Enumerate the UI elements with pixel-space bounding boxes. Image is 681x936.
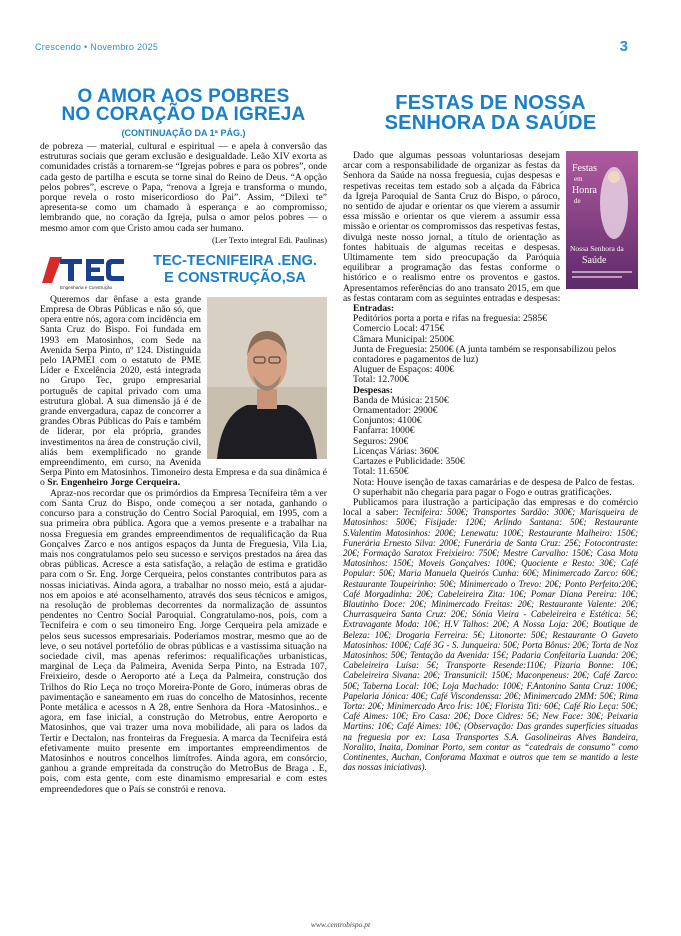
festas-intro: Dado que algumas pessoas voluntariosas desejam arcar com a responsabilidade de organizar as festas da Senhora da Saúde na nossa freguesia, cujas despesas e respetivas receitas tem estado sob a alçada da Fábrica da Igreja Paroquial de Santa Cruz do Bispo, o pároco, no sentido de ajudar e orientar os que vierem a assumir essa missão e orientar os que vierem a assumir essa missão e orientar os compromissos das respetivas festas, divulga neste nosso jornal, a título de orientação as fontes habituais de algumas receitas e despesas. Ultimamente tem sido preocupação da Paróquia equilibrar a programação das festas conforme o histórico e o realismo entre os proventos e gastos. Apresentamos referências do ano transato 2015, em que as festas contaram com as seguintes entradas e despesas: — [343, 150, 561, 304]
sponsors-list: Tecnifeira: 500€; Transportes Sardão: 300€; Marisqueira de Matosinhos: 500€; Fisijade: 120€; Arlindo Santana: 50€; Restaurante S.Valentim Matosinhos: 200€; Lenewatu: 100€; Restaurante Malheiro: 150€; Funerária Ernesto Silva: 200€; Funerária de Santa Cruz: 25€; Fotocontraste: 20€; Formação Saratox Freixieiro: 750€; Mestre Carvalho: 150€; Casa Mota Matosinhos: 150€; Moveis Gonçalves: 100€; Quociente e Resto: 30€; Café Popular: 50€; Maria Manuela Queirós Cunha: 60€; Minimercado Zarco: 60€; Restaurante Toupeirinho: 50€; Minimercado o Trevo: 20€; Ponto Perfeito:20€; Café Morgadinha: 20€; Cabeleireira Zita: 10€; Pomar Diana Pereira: 10€; Blautinho Doce: 20€; Minimercado Freitas: 20€; Restaurante Valente: 20€; Churrasqueira Santa Cruz: 20€; Sónia Vieira - Cabeleireira e Estética: 5€; Extravagante Moda: 10€; H.V Talhos: 20€; A Nossa Loja: 20€; Boutique de Beleza: 10€; Drogaria Ferreira: 5€; Litonorte: 50€; Restaurante O Gaveto Matosinhos: 100€; Café 3G - S. Junqueira: 50€; Porta Bônus: 20€; Torta de Noz Matosinhos: 50€; Tentação da Avenida: 15€; Padaria Confeitaria Luanda: 20€; Cabeleireira Luísa: 5€; Transporte Resende:110€; Pizaria Bonne: 10€; Cabeleireira Sivana: 20€; Transunicil: 150€; Maconpeneus: 20€; Café Zarco: 50€; Taberna Local: 10€; Loja Machado: 100€; F.Antonino Santa Cruz: 100€; Papelaria Jónica: 40€; Café Viscondenssa: 20€; Minimercado 2MM: 50€; Rima Torta: 20€; Minimercado Arco Íris: 10€; Florista Titi: 60€; Café Rio Leça: 50€; Café Aimes: 10€; Ero Casa: 20€; Doce Cidres: 5€; New Face: 30€; Peixaria Martins: 10€; Café Aimes: 10€; (Observação: Das grandes superfícies situadas na freguesia por ex: Lasa Transportes S.A. Gasolineiras Alves Bandeira, Noralito, Inaita, Dominar Porto, sem contar as “catedrais de consumo” como Continentes, Auchan, Conforama Maxmat e outros que tem se mantido a leste das nossas iniciativas). — [343, 507, 638, 773]
footer-url: www.centrobispo.pt — [310, 920, 371, 929]
entrada-item: Junta de Freguesia: 2500€ (A junta também se responsabilizou pelos contadores e pagamentos de luz) — [353, 343, 616, 366]
tec-paragraph-1: Queremos dar ênfase a esta grande Empresa de Obras Públicas e não só, que opera entre nós, agora com incidência em Santa Cruz do Bispo. Foi fundada em 1993 em Matosinhos, com Sede na Avenida Serpa Pinto, nº 124. Distinguida pelo IAPMEI com o estatuto de PME Líder e Excelência 2020, está integrada no Grupo Tec, grupo empresarial português de capital privado com uma estrutura global. A sua dimensão já é de grande envergadura, capaz de concorrer a grandes Obras Públicas do País e também de liderar, por ela própria, grandes investimentos na área de construção civil, aliás bem exemplificado no grande empreendimento, em curso, na Avenida Serpa Pinto em Matosinhos. Timoneiro desta Empresa e da sua dinâmica é o Sr. Engenheiro Jorge Cerqueira. — [40, 293, 327, 489]
entradas-label: Entradas: — [353, 303, 395, 315]
poster-word-2: em — [574, 175, 583, 183]
poster-word-3: Honra — [572, 185, 597, 196]
tec-title-line-2: E CONSTRUÇÃO,SA — [164, 269, 306, 286]
entrada-item: Câmara Municipal: 2500€ — [353, 333, 454, 345]
tec-tagline: Engenharia e Construção — [60, 284, 113, 290]
festas-title-line-2: SENHORA DA SAÚDE — [384, 112, 597, 134]
portrait-photo — [207, 297, 327, 463]
photo-caption: Sr. Engenheiro Jorge Cerqueira. — [47, 477, 181, 489]
entrada-total: Total: 12.700€ — [353, 374, 409, 386]
page-header — [35, 40, 628, 56]
tec-paragraph-2: Apraz-nos recordar que os primórdios da Empresa Tecnifeira têm a ver com Santa Cruz do Bispo, onde começou a ser notada, ganhando o concurso para a construção do Centro Social Paroquial, em 1995, com a sua primeira obra pública. Agora que a vemos presente e a trabalhar na nossa Freguesia em grandes empreendimentos de requalificação da Rua Gonçalves Zarco e nos antigos espaços da Junta de Freguesia, Vila Lia, mais nos congratulamos pelo seu sucesso e serviços prestados na área das obras públicas. Acresce a esta satisfação, a relação de estima e gratidão para com o Sr. Eng. Jorge Cerqueira, pelos constantes contributos para as nossas iniciativas. Ainda agora, a trabalhar no nosso meio, está a ajudar-nos em apoios e até aconselhamento, através dos seus técnicos e amigos, na resolução de problemas decorrentes da normalização de assuntos pendentes no Centro Social Paroquial. Congratulamo-nos, pois, com a Tecnifeira e com o seu timoneiro Eng. Jorge Cerqueira pela amizade e pelos seus sucessos empresariais. Poderíamos mostrar, mesmo que ao de leve, o seu notável portefólio de obras públicas e a vastíssima situação na sociedade civil, mas apenas referimos: requalificações urbanísticas, marginal de Leça da Palmeira, Avenida Serpa Pinto, na Estrada 107, Freixieiro, desde o Aeroporto até a Leça da Palmeira, construção dos Trilhos do Rio Leça no troço Moreira-Ponte de Goro, inúmeras obras de pavimentação e saneamento em ruas do concelho de Matosinhos, recente Ponte metálica e acessos n A 28, entre Senhora da Hora -Matosinhos.. e agora, em fase inicial, a construção do Metrobus, entre Aeroporto e Matosinhos, que vai trazer uma nova mobilidade, ali para os lados da Tertir e Dectalon, nas fronteiras da Freguesia. A marca da Tecnifeira está efetivamente muito presente em importantes empreendimentos de Matosinhos e noutros concelhos limítrofes. Ainda agora, em consórcio, ganhou a grande empreitada da construção do MetroBus de Braga . E, pois, com esta gente, com este dinamismo empresarial e com estes empreendedores que o País se constrói e renova. — [40, 487, 327, 795]
poster-word-5: Nossa Senhora da — [570, 244, 624, 253]
title-line-2: NO CORAÇÃO DA IGREJA — [61, 104, 306, 125]
despesa-item: Cartazes e Publicidade: 350€ — [353, 456, 465, 468]
despesa-item: Banda de Música: 2150€ — [353, 394, 449, 406]
entrada-item: Aluguer de Espaços: 400€ — [353, 364, 454, 376]
left-column — [40, 88, 327, 795]
festas-title-line-1: FESTAS DE NOSSA — [395, 92, 586, 114]
tec-logo-icon — [42, 253, 130, 291]
amor-body: de pobreza — material, cultural e espiritual — e apela à conversão das estruturas sociais que geram exclusão e desigualdade. Leão XIV exorta as comunidades cristãs a tornarem-se “Igrejas pobres e para os pobres”, onde cada gesto de partilha e escuta se torne sinal do Reino de Deus. “A opção pelos pobres”, escreve o Papa, “renova a Igreja e transforma o mundo, porque revela o rosto misericordioso do Pai”. Assim, “Dilexi te” apresenta-se como um chamado à esperança e ao compromisso, lembrando que, no coração da Igreja, pulsa o amor pelos pobres — o mesmo amor com que Cristo amou cada ser humano. — [40, 141, 327, 234]
superhabit-note: O superhabit não chegaria para pagar o Fogo e outras gratificações. — [353, 486, 612, 498]
despesa-item: Ornamentador: 2900€ — [353, 405, 438, 417]
title-line-1: O AMOR AOS POBRES — [77, 86, 290, 107]
festas-poster-image — [566, 151, 638, 289]
article-title-festas — [343, 93, 638, 133]
right-column — [343, 93, 638, 773]
tec-header — [40, 251, 327, 295]
despesas-label: Despesas: — [353, 384, 393, 396]
amor-credit: (Ler Texto integral Edi. Paulinas) — [212, 234, 327, 245]
despesa-nota: Nota: Houve isenção de taxas camarárias e de despesa de Palco de festas. — [353, 476, 635, 488]
portrait-image — [207, 297, 327, 459]
despesa-item: Conjuntos: 4100€ — [353, 415, 422, 427]
issue-label: Crescendo • Novembro 2025 — [35, 42, 159, 52]
tec-title-line-1: TEC-TECNIFEIRA .ENG. — [153, 252, 317, 269]
page-number: 3 — [619, 38, 628, 55]
despesa-item: Licenças Várias: 360€ — [353, 445, 439, 457]
continuation-note: (CONTINUAÇÃO DA 1ª PÁG.) — [121, 128, 246, 138]
poster-word-1: Festas — [572, 163, 597, 174]
article-title-amor — [40, 88, 327, 124]
poster-word-4: de — [574, 197, 581, 205]
publicamos-text: Publicamos para ilustração a participação das empresas e do comércio local a saber: Tecnifeira: 500€; Transportes Sardão: 300€; Marisqueira de Matosinhos: 500€; Fisijade: 120€; Arlindo Santana: 50€; Restaurante S.Valentim Matosinhos: 200€; Lenewatu: 100€; Restaurante Malheiro: 150€; Funerária Ernesto Silva: 200€; Funerária de Santa Cruz: 25€; Fotocontraste: 20€; Formação Saratox Freixieiro: 750€; Mestre Carvalho: 150€; Casa Mota Matosinhos: 150€; Moveis Gonçalves: 100€; Quociente e Resto: 30€; Café Popular: 50€; Maria Manuela Queirós Cunha: 60€; Minimercado Zarco: 60€; Restaurante Toupeirinho: 50€; Minimercado o Trevo: 20€; Ponto Perfeito:20€; Café Morgadinha: 20€; Cabeleireira Zita: 10€; Pomar Diana Pereira: 10€; Blautinho Doce: 20€; Minimercado Freitas: 20€; Restaurante Valente: 20€; Churrasqueira Santa Cruz: 20€; Sónia Vieira - Cabeleireira e Estética: 5€; Extravagante Moda: 10€; H.V Talhos: 20€; A Nossa Loja: 20€; Boutique de Beleza: 10€; Drogaria Ferreira: 5€; Litonorte: 50€; Restaurante O Gaveto Matosinhos: 100€; Café 3G - S. Junqueira: 50€; Porta Bônus: 20€; Torta de Noz Matosinhos: 50€; Tentação da Avenida: 15€; Padaria Confeitaria Luanda: 20€; Cabeleireira Luísa: 5€; Transporte Resende:110€; Pizaria Bonne: 10€; Cabeleireira Sivana: 20€; Transunicil: 150€; Maconpeneus: 20€; Café Zarco: 50€; Taberna Local: 10€; Loja Machado: 100€; F.Antonino Santa Cruz: 100€; Papelaria Jónica: 40€; Café Viscondenssa: 20€; Minimercado 2MM: 50€; Rima Torta: 20€; Minimercado Arco Íris: 10€; Florista Titi: 60€; Café Rio Leça: 50€; Café Aimes: 10€; Ero Casa: 20€; Doce Cidres: 5€; New Face: 30€; Peixaria Martins: 10€; Café Aimes: 10€; (Observação: Das grandes superfícies situadas na freguesia por ex: Lasa Transportes S.A. Gasolineiras Alves Bandeira, Noralito, Inaita, Dominar Porto, sem contar as “catedrais de consumo” como Continentes, Auchan, Conforama Maxmat e outros que tem se mantido a leste das nossas iniciativas). — [343, 496, 638, 773]
despesa-item: Fanfarra: 1000€ — [353, 425, 415, 437]
despesa-item: Seguros: 290€ — [353, 435, 409, 447]
entrada-item: Comercio Local: 4715€ — [353, 323, 445, 335]
despesa-total: Total: 11.650€ — [353, 466, 409, 478]
poster-word-6: Saúde — [582, 255, 607, 266]
entrada-item: Peditórios porta a porta e rifas na freguesia: 2585€ — [353, 313, 547, 325]
tec-title — [140, 253, 330, 287]
